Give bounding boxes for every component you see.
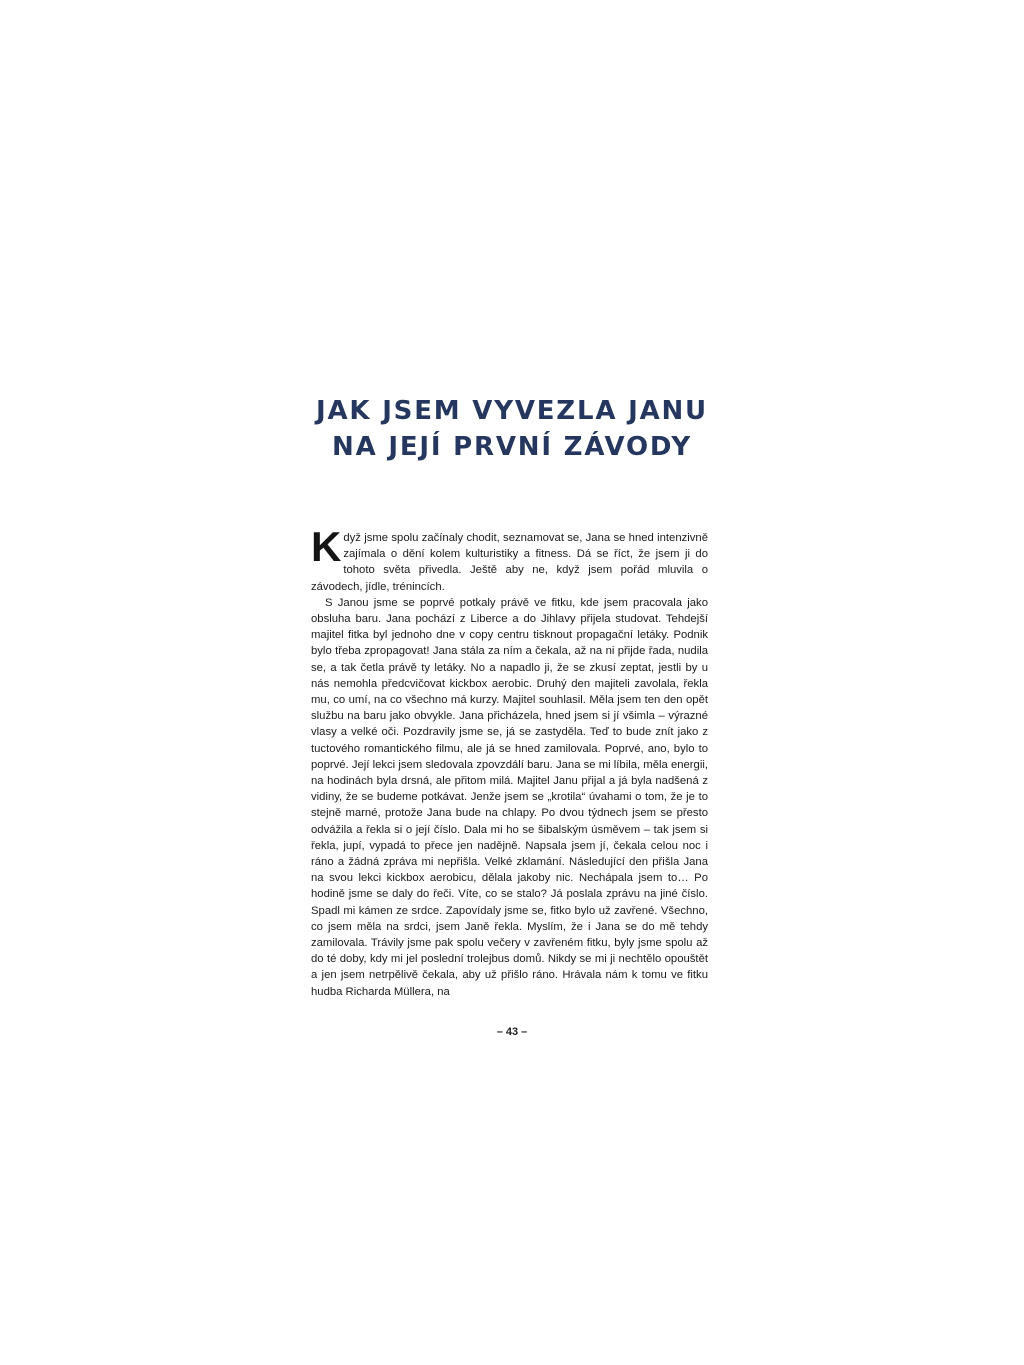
- chapter-title-line-1: JAK JSEM VYVEZLA JANU: [316, 396, 708, 426]
- page-number: – 43 –: [496, 1026, 528, 1038]
- paragraph-1-text: dyž jsme spolu začínaly chodit, seznamovat se, Jana se hned intenzivně zajímala o dění kolem kulturistiky a fitness. Dá se říct, že jsem ji do tohoto světa přivedla. Ještě aby ne, když jsem pořád mluvila o závodech, jídle, trénincích.: [311, 532, 708, 593]
- chapter-body: [311, 523, 708, 1000]
- paragraph-2: S Janou jsme se poprvé potkaly právě ve fitku, kde jsem pracovala jako obsluha baru. Jana pochází z Liberce a do Jihlavy přijela studovat. Tehdejší majitel fitka byl jednoho dne v copy centru tisknout propagační letáky. Podnik bylo třeba zpropagovat! Jana stála za ním a čekala, až na ni přijde řada, nudila se, a tak četla právě ty letáky. No a napadlo ji, že se zkusí zeptat, jestli by u nás nemohla předcvičovat kickbox aerobic. Druhý den majiteli zavolala, řekla mu, co umí, na co všechno má kurzy. Majitel souhlasil. Měla jsem ten den opět službu na baru jako obvykle. Jana přicházela, hned jsem si jí všimla – výrazné vlasy a velké oči. Pozdravily jsme se, já se zastyděla. Teď to bude znít jako z tuctového romantického filmu, ale já se hned zamilovala. Poprvé, ano, bylo to poprvé. Její lekci jsem sledovala zpovzdálí baru. Jana se mi líbila, měla energii, na hodinách byla drsná, ale přitom milá. Majitel Janu přijal a já byla nadšená z vidiny, že se budeme potkávat. Jenže jsem se „krotila“ úvahami o tom, že je to stejně marné, protože Jana bude na chlapy. Po dvou týdnech jsem se přesto odvážila a řekla si o její číslo. Dala mi ho se šibalským úsměvem – tak jsem si řekla, jupí, vypadá to přece jen nadějně. Napsala jsem jí, čekala celou noc i ráno a žádná zpráva mi nepřišla. Velké zklamání. Následující den přišla Jana na svou lekci kickbox aerobicu, dělala jakoby nic. Nechápala jsem to… Po hodině jsme se daly do řeči. Víte, co se stalo? Já poslala zprávu na jiné číslo. Spadl mi kámen ze srdce. Zapovídaly jsme se, fitko bylo už zavřené. Všechno, co jsem měla na srdci, jsem Janě řekla. Myslím, že i Jana se do mě tehdy zamilovala. Trávily jsme pak spolu večery v zavřeném fitku, byly jsme spolu až do té doby, kdy mi jel poslední trolejbus domů. Nikdy se mi ji nechtělo opouštět a jen jsem netrpělivě čekala, aby už přišlo ráno. Hrávala nám k tomu ve fitku hudba Richarda Müllera, na: [311, 596, 708, 998]
- chapter-title: [290, 393, 734, 465]
- chapter-title-line-2: NA JEJÍ PRVNÍ ZÁVODY: [332, 432, 692, 462]
- paragraph-1: [311, 523, 708, 595]
- drop-cap: K: [311, 523, 342, 570]
